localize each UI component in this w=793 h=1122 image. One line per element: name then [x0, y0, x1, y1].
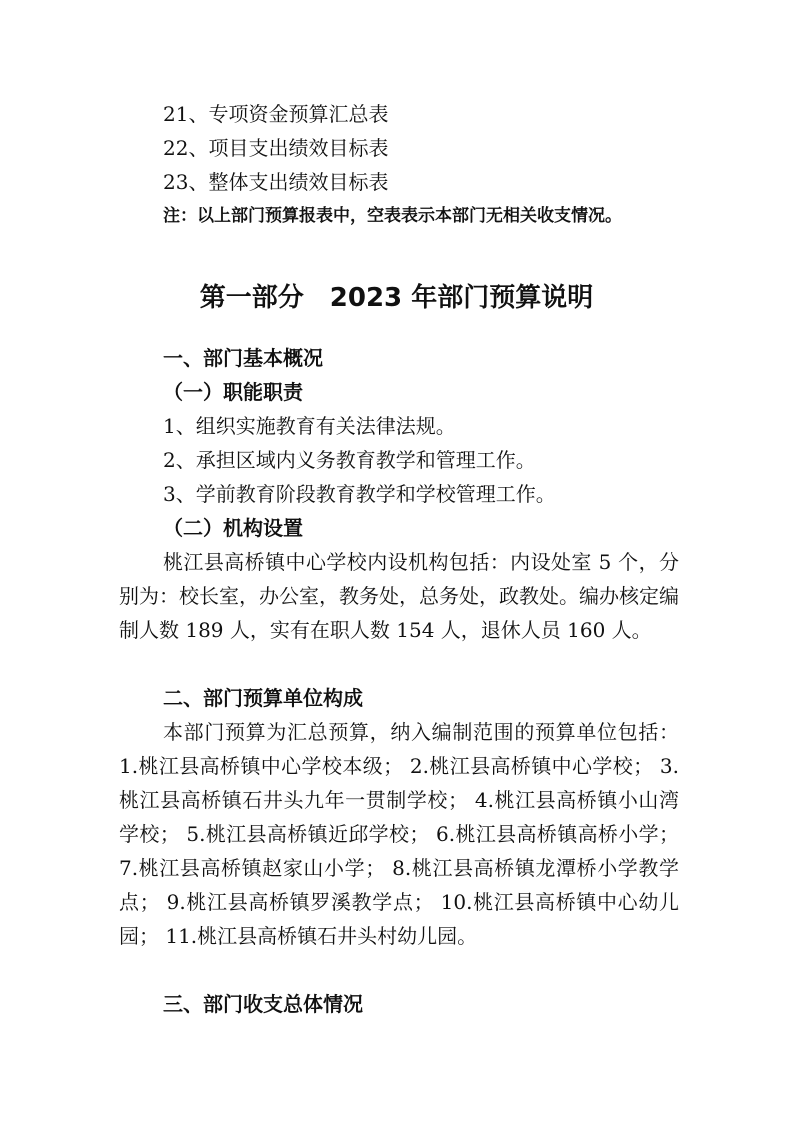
toc-item-23: 23、整体支出绩效目标表 — [163, 170, 389, 194]
part-title: 第一部分 2023 年部门预算说明 — [199, 283, 594, 313]
function-item-3: 3、学前教育阶段教育教学和学校管理工作。 — [163, 482, 556, 506]
function-item-1: 1、组织实施教育有关法律法规。 — [163, 414, 456, 438]
subsection-heading-functions: （一）职能职责 — [163, 380, 303, 404]
function-item-2: 2、承担区域内义务教育教学和管理工作。 — [163, 448, 536, 472]
toc-item-21: 21、专项资金预算汇总表 — [163, 102, 389, 126]
report-note: 注：以上部门预算报表中，空表表示本部门无相关收支情况。 — [163, 206, 622, 226]
toc-item-22: 22、项目支出绩效目标表 — [163, 136, 389, 160]
section-heading-finance: 三、部门收支总体情况 — [163, 992, 363, 1016]
section-heading-overview: 一、部门基本概况 — [163, 346, 323, 370]
subsection-heading-organization: （二）机构设置 — [163, 516, 303, 540]
section-heading-units: 二、部门预算单位构成 — [163, 686, 363, 710]
units-paragraph: 本部门预算为汇总预算，纳入编制范围的预算单位包括：1.桃江县高桥镇中心学校本级； 2.桃江县高桥镇中心学校； 3.桃江县高桥镇石井头九年一贯制学校； 4.桃江县高桥镇小山湾学校； 5.桃江县高桥镇近邱学校； 6.桃江县高桥镇高桥小学； 7.桃江县高桥镇赵家山小学； 8.桃江县高桥镇龙潭桥小学教学点； 9.桃江县高桥镇罗溪教学点； 10.桃江县高桥镇中心幼儿园； 11.桃江县高桥镇石井头村幼儿园。 — [119, 720, 679, 948]
organization-paragraph: 桃江县高桥镇中心学校内设机构包括：内设处室 5 个，分别为：校长室，办公室，教务处，总务处，政教处。编办核定编制人数 189 人，实有在职人数 154 人，退休人员 160 人。 — [119, 550, 679, 642]
